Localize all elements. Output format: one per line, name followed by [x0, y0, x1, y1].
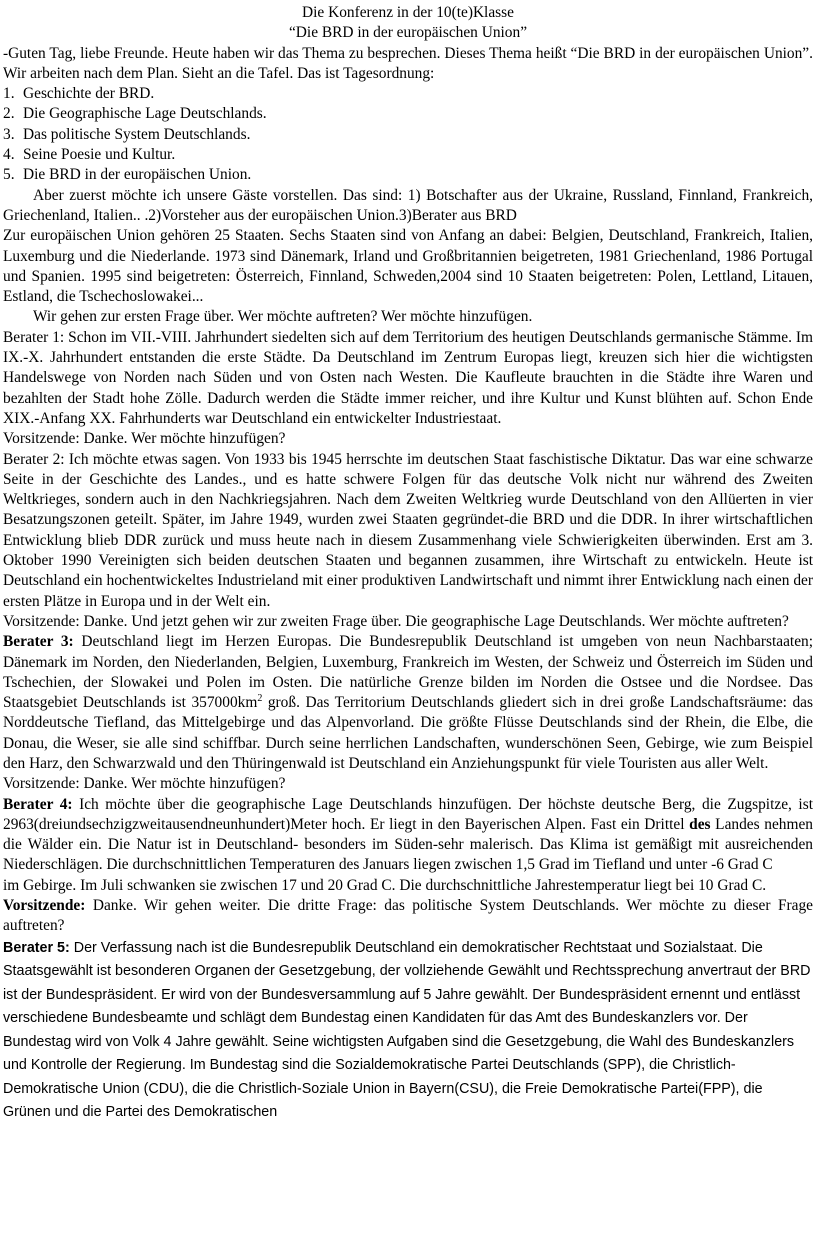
agenda-list — [3, 84, 813, 185]
berater-5-label: Berater 5: — [3, 939, 70, 956]
guests-paragraph: Aber zuerst möchte ich unsere Gäste vorstellen. Das sind: 1) Botschafter aus der Ukraine, Russland, Finnland, Frankreich, Griechenland, Italien.. .2)Vorsteher aus der europäischen Union.3)Berater aus BRD — [3, 186, 813, 224]
berater-5-text: Der Verfassung nach ist die Bundesrepublik Deutschland ein demokratischer Rechtstaat und Sozialstaat. Die Staatsgewählt ist besonderen Organen der Gesetzgebung, der vollziehende Gewählt und Rechtssprechung anvertraut der BRD ist der Bundespräsident. Er wird von der Bundesversammlung auf 5 Jahre gewählt. Der Bundespräsident ernennt und entlässt verschiedene Bundesbeamte und schlägt dem Bundestag einen Kandidaten für das Amt des Bundeskanzlers vor. Der Bundestag wird von Volk 4 Jahre gewählt. Seine wichtigsten Aufgaben sind die Gesetzgebung, die Wahl des Bundeskanzlers und Kontrolle der Regierung. Im Bundestag sind die Sozialdemokratische Partei Deutschlands (SPP), die Christlich- Demokratische Union (CDU), die die Christlich-Soziale Union in Bayern(CSU), die Freie Demokratische Partei(FPP), die Grünen und die Partei des Demokratischen — [3, 939, 811, 1121]
berater-3-text-b: groß. Das Territorium Deutschlands gliedert sich in drei große Landschaftsräume: das Norddeutsche Tiefland, das Mittelgebirge und das Alpenvorland. Die größte Flüsse Deutschlands sind der Rhein, die Elbe, die Donau, die Weser, sie alle sind schiffbar. Durch seine herrlichen Landschaften, wunderschönen Seen, Gebirge, wie zum Beispiel den Harz, den Schwarzwald und den Thüringenwald ist Deutschland ein Anziehungspunkt für viele Touristen aus aller Welt. — [3, 694, 814, 772]
agenda-number: 3. — [3, 125, 15, 143]
vorsitzende-4-paragraph — [3, 896, 813, 937]
intro-paragraph: -Guten Tag, liebe Freunde. Heute haben wir das Thema zu besprechen. Dieses Thema heißt “Die BRD in der europäischen Union”. Wir arbeiten nach dem Plan. Sieht an die Tafel. Das ist Tagesordnung: — [3, 44, 813, 82]
berater-5-paragraph — [3, 937, 813, 1125]
agenda-number: 2. — [3, 105, 15, 123]
berater-3-paragraph — [3, 632, 813, 774]
berater-1-paragraph: Berater 1: Schon im VII.-VIII. Jahrhundert siedelten sich auf dem Territorium des heutigen Deutschlands germanische Stämme. Im IX.-X. Jahrhundert entstanden die erste Städte. Da Deutschland im Zentrum Europas liegt, kreuzen sich hier die wichtigsten Handelswege von Norden nach Süden und von Osten nach Westen. Die Kaufleute brauchten in die Städte ihre Waren und bezahlten der Stadt hohe Zölle. Dadurch werden die Städte immer reicher, und ihre Kultur und Kunst blühten auf. Schon Ende XIX.-Anfang XX. Fahrhunderts war Deutschland ein entwickelter Industriestaat. — [3, 328, 813, 427]
berater-4-continuation: im Gebirge. Im Juli schwanken sie zwischen 17 und 20 Grad C. Die durchschnittliche Jahrestemperatur liegt bei 10 Grad C. — [3, 876, 767, 894]
agenda-item — [3, 104, 813, 124]
vorsitzende-3-paragraph: Vorsitzende: Danke. Wer möchte hinzufügen? — [3, 775, 286, 793]
berater-2-paragraph: Berater 2: Ich möchte etwas sagen. Von 1933 bis 1945 herrschte im deutschen Staat faschistische Diktatur. Das war eine schwarze Seite in der Geschichte des Landes., und es hatte schwere Folgen für das deutsche Volk nicht nur während des Zweiten Weltkrieges, sondern auch in den Nachkriegsjahren. Nach dem Zweiten Weltkrieg wurde Deutschland von den Allüerten in vier Besatzungszonen geteilt. Später, im Jahre 1949, wurden zwei Staaten gegründet-die BRD und die DDR. In ihrer wirtschaftlichen Entwicklung blieb DDR zurück und muss heute nach in diesem Zusammenhang viele Schwierigkeiten überwinden. Erst am 3. Oktober 1990 Vereinigten sich beiden deutschen Staaten und begannen zusammen, ihre Wirtschaft zu entwickeln. Heute ist Deutschland ein hochentwickeltes Industrieland mit einer produktiven Landwirtschaft und nimmt ihrer Entwicklung nach einen der ersten Plätze in Europa und in der Welt ein. — [3, 450, 813, 610]
first-question-paragraph: Wir gehen zur ersten Frage über. Wer möchte auftreten? Wer möchte hinzufügen. — [33, 308, 533, 326]
vorsitzende-2-paragraph: Vorsitzende: Danke. Und jetzt gehen wir zur zweiten Frage über. Die geographische Lage Deutschlands. Wer möchte auftreten? — [3, 612, 789, 630]
title-line-2: “Die BRD in der europäischen Union” — [288, 24, 528, 42]
agenda-item — [3, 125, 813, 145]
agenda-item — [3, 165, 813, 185]
eu-members-paragraph: Zur europäischen Union gehören 25 Staaten. Sechs Staaten sind von Anfang an dabei: Belgien, Deutschland, Frankreich, Italien, Luxemburg und die Niederlande. 1973 sind Dänemark, Irland und Großbritannien beigetreten, 1981 Griechenland, 1986 Portugal und Spanien. 1995 sind beigetreten: Österreich, Finnland, Schweden,2004 sind 10 Staaten beigetreten: Polen, Lettland, Litauen, Estland, die Tschechoslowakei... — [3, 227, 813, 306]
vorsitzende-4-text: Danke. Wir gehen weiter. Die dritte Frage: das politische System Deutschlands. Wer möchte zu dieser Frage auftreten? — [3, 897, 813, 935]
vorsitzende-4-label: Vorsitzende: — [3, 897, 86, 915]
title-line-1: Die Konferenz in der 10(te)Klasse — [302, 4, 514, 21]
berater-4-text-a: Ich möchte über die geographische Lage Deutschlands hinzufügen. Der höchste deutsche Berg, die Zugspitze, ist 2963(dreiundsechzigzweitausendneunhundert)Meter hoch. Er liegt in den Bayerischen Alpen. Fast ein Drittel — [3, 795, 813, 833]
agenda-text: Seine Poesie und Kultur. — [23, 146, 176, 164]
vorsitzende-1-paragraph: Vorsitzende: Danke. Wer möchte hinzufügen? — [3, 430, 286, 448]
berater-3-label: Berater 3: — [3, 633, 74, 651]
agenda-number: 1. — [3, 85, 15, 103]
agenda-text: Die BRD in der europäischen Union. — [23, 166, 252, 184]
berater-4-label: Berater 4: — [3, 795, 73, 813]
berater-3-text-a: Deutschland liegt im Herzen Europas. Die Bundesrepublik Deutschland ist umgeben von neun Nachbarstaaten; Dänemark im Norden, den Niederlanden, Belgien, Luxemburg, Frankreich im Westen, der Schweiz und Österreich im Süden und Tschechien, der Slowakei und Polen im Osten. Die natürliche Grenze bilden im Norden die Ostsee und die Nordsee. Das Staatsgebiet Deutschlands ist 357000km — [3, 633, 813, 712]
agenda-item — [3, 145, 813, 165]
agenda-item — [3, 84, 813, 104]
agenda-text: Die Geographische Lage Deutschlands. — [23, 105, 267, 123]
berater-4-paragraph — [3, 795, 813, 876]
agenda-number: 4. — [3, 146, 15, 164]
agenda-number: 5. — [3, 166, 15, 184]
bold-word: des — [689, 815, 711, 833]
agenda-text: Das politische System Deutschlands. — [23, 125, 251, 143]
agenda-text: Geschichte der BRD. — [23, 85, 155, 103]
berater-4-text-b: Landes nehmen die Wälder ein. Die Natur ist in Deutschland- besonders im Süden-sehr malerisch. Das Klima ist gemäßigt mit ausreichenden Niederschlägen. Die durchschnittlichen Temperaturen des Januars liegen zwischen 1,5 Grad im Tiefland und unter -6 Grad C — [3, 815, 813, 874]
superscript-2: 2 — [257, 692, 263, 704]
